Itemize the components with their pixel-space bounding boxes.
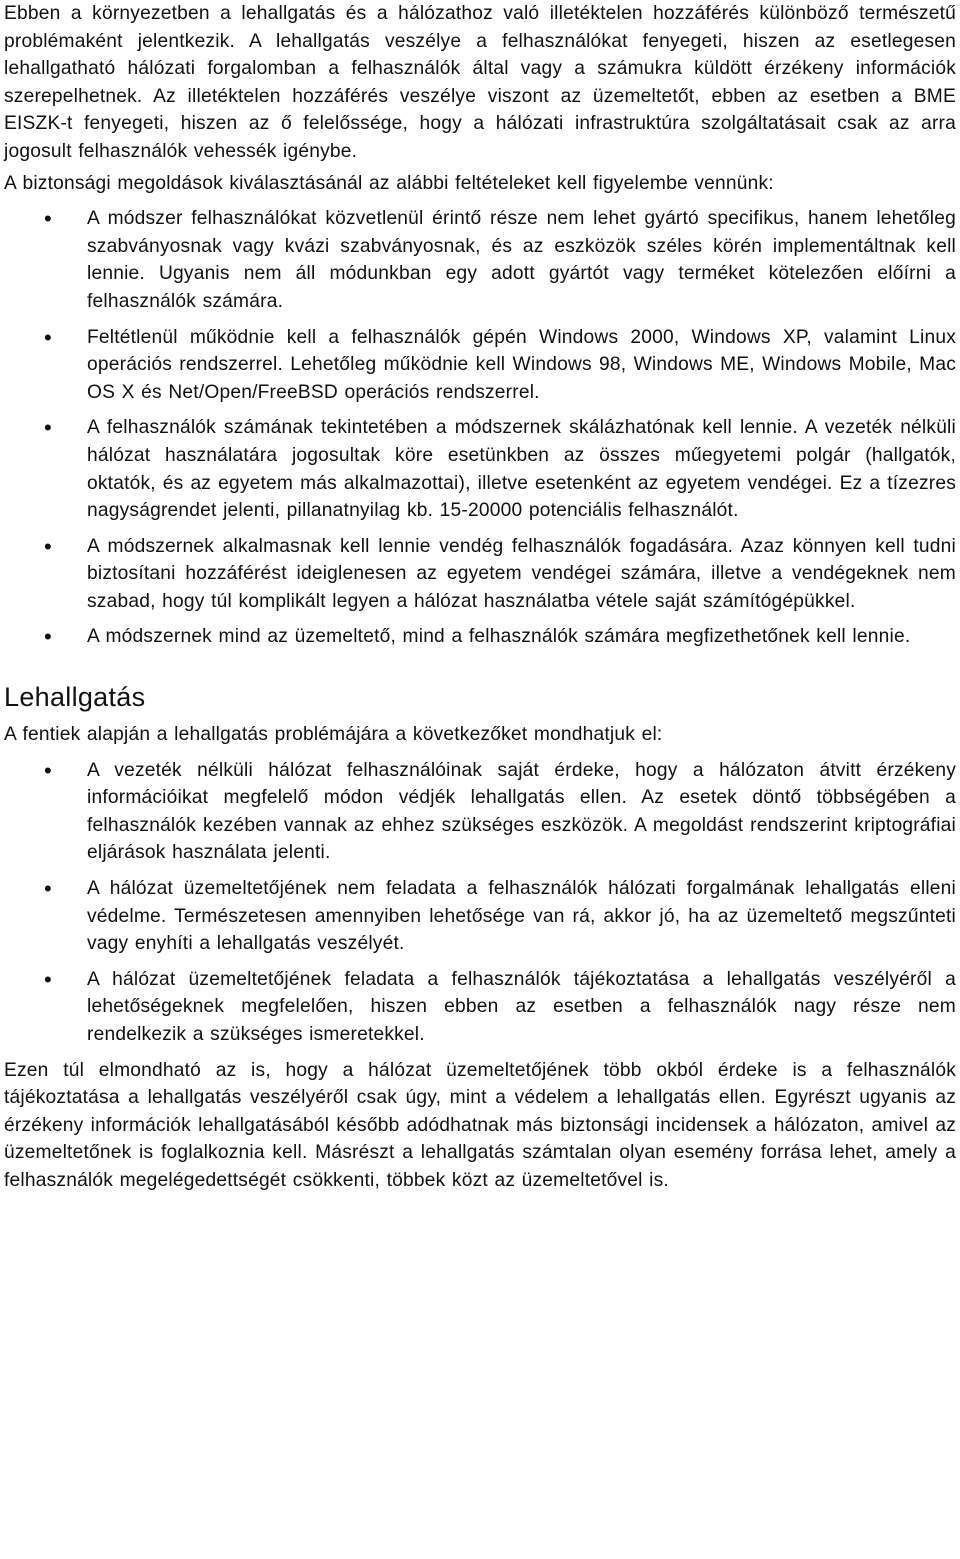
bullet-icon: •	[44, 966, 52, 992]
list-item	[4, 324, 956, 407]
list-item-text: A módszer felhasználókat közvetlenül érintő része nem lehet gyártó specifikus, hanem lehetőleg szabványosnak vagy kvázi szabványosnak, és az eszközök széles körén implementáltnak kell lennie. Ugyanis nem áll módunkban egy adott gyártót vagy terméket kötelezően előírni a felhasználók számára.	[87, 208, 956, 312]
bullet-icon: •	[44, 206, 52, 232]
bullet-icon: •	[44, 533, 52, 559]
section-heading: Lehallgatás	[4, 682, 146, 713]
document-page	[4, 0, 956, 1195]
list-item	[4, 414, 956, 524]
bullet-icon: •	[44, 876, 52, 902]
bullet-icon: •	[44, 624, 52, 650]
list-item	[4, 533, 956, 616]
closing-paragraph: Ezen túl elmondható az is, hogy a hálózat üzemeltetőjének több okból érdeke is a felhasználók tájékoztatása a lehallgatás veszélyéről csak úgy, mint a védelem a lehallgatás ellen. Egyrészt ugyanis az érzékeny információk lehallgatásából később adódhatnak más biztonsági incidensek a hálózaton, amivel az üzemeltetőnek is foglalkoznia kell. Másrészt a lehallgatás számtalan olyan esemény forrása lehet, amely a felhasználók megelégedettségét csökkenti, többek közt az üzemeltetővel is.	[4, 1059, 956, 1191]
section-lead: A fentiek alapján a lehallgatás problémájára a következőket mondhatjuk el:	[4, 724, 663, 746]
list-item	[4, 966, 956, 1049]
list-item	[4, 757, 956, 867]
list-item-text: A felhasználók számának tekintetében a módszernek skálázhatónak kell lennie. A vezeték nélküli hálózat használatára jogosultak köre esetünkben az összes műegyetemi polgár (hallgatók, oktatók, és az egyetem más alkalmazottai), illetve esetenként az egyetem vendégei. Ez a tízezres nagyságrendet jelenti, pillanatnyilag kb. 15-20000 potenciális felhasználót.	[87, 417, 956, 522]
section-points-list	[4, 757, 956, 1049]
list-item	[4, 205, 956, 315]
list-item	[4, 875, 956, 958]
bullet-icon: •	[44, 757, 52, 783]
list-item-text: A hálózat üzemeltetőjének feladata a felhasználók tájékoztatása a lehallgatás veszélyéről a lehetőségeknek megfelelően, hiszen ebben az esetben a felhasználók nagy része nem rendelkezik a szükséges ismeretekkel.	[87, 968, 956, 1045]
list-item	[4, 623, 956, 651]
list-item-text: A módszernek alkalmasnak kell lennie vendég felhasználók fogadására. Azaz könnyen kell tudni biztosítani hozzáférést ideiglenesen az egyetem vendégei számára, illetve a vendégeknek nem szabad, hogy túl komplikált legyen a hálózat használatba vétele saját számítógépükkel.	[87, 535, 956, 612]
list-item-text: A hálózat üzemeltetőjének nem feladata a felhasználók hálózati forgalmának lehallgatás elleni védelme. Természetesen amennyiben lehetősége van rá, akkor jó, ha az üzemeltető megszűnteti vagy enyhíti a lehallgatás veszélyét.	[87, 878, 956, 955]
intro-paragraph: Ebben a környezetben a lehallgatás és a hálózathoz való illetéktelen hozzáférés különböző természetű problémaként jelentkezik. A lehallgatás veszélye a felhasználókat fenyegeti, hiszen az esetlegesen lehallgatható hálózati forgalomban a felhasználók által vagy a számukra küldött érzékeny információk szerepelhetnek. Az illetéktelen hozzáférés veszélye viszont az üzemeltetőt, ebben az esetben a BME EISZK-t fenyegeti, hiszen az ő felelőssége, hogy a hálózati infrastruktúra szolgáltatásait csak az arra jogosult felhasználók vehessék igénybe.	[4, 3, 956, 162]
list-item-text: A módszernek mind az üzemeltető, mind a felhasználók számára megfizethetőnek kell lennie.	[87, 626, 911, 648]
bullet-icon: •	[44, 415, 52, 441]
requirements-list	[4, 205, 956, 651]
bullet-icon: •	[44, 324, 52, 350]
requirements-intro: A biztonsági megoldások kiválasztásánál az alábbi feltételeket kell figyelembe vennünk:	[4, 172, 774, 194]
list-item-text: A vezeték nélküli hálózat felhasználóinak saját érdeke, hogy a hálózaton átvitt érzékeny információikat megfelelő módon védjék lehallgatás ellen. Az esetek döntő többségében a felhasználók kezében vannak az ehhez szükséges eszközök. A megoldást rendszerint kriptográfiai eljárások használata jelenti.	[87, 759, 956, 864]
list-item-text: Feltétlenül működnie kell a felhasználók gépén Windows 2000, Windows XP, valamint Linux operációs rendszerrel. Lehetőleg működnie kell Windows 98, Windows ME, Windows Mobile, Mac OS X és Net/Open/FreeBSD operációs rendszerrel.	[87, 326, 956, 403]
